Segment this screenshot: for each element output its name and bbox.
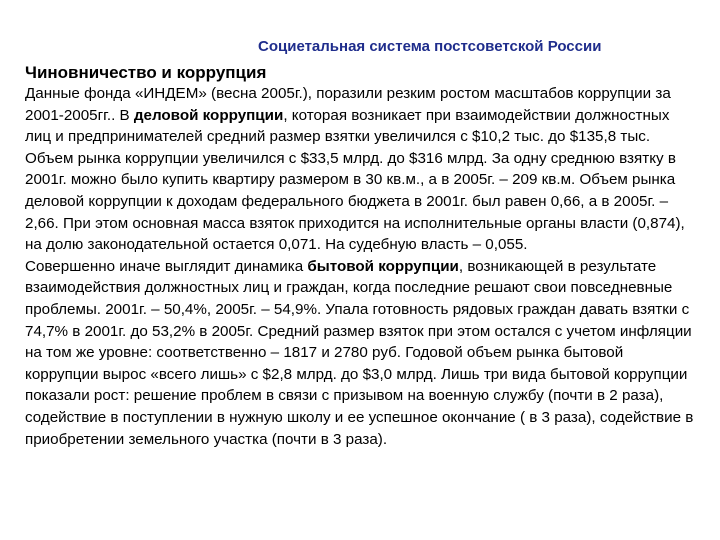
slide-header-title: Социетальная система постсоветской России xyxy=(258,38,602,55)
paragraph2-text-before: Совершенно иначе выглядит динамика xyxy=(25,257,308,275)
paragraph1-text-after: , которая возникает при взаимодействии должностных лиц и предпринимателей средний размер взятки увеличился с $10,2 тыс. до $135,8 тыс. Объем рынка коррупции увеличился с $33,5 млрд. до $316 млрд. За одну среднюю взятку в 2001г. можно было купить квартиру размером в 30 кв.м., а в 2005г. – 209 кв.м. Объем рынка деловой коррупции к доходам федерального бюджета в 2001г. был равен 0,66, а в 2005г. – 2,66. При этом основная масса взяток приходится на исполнительные органы власти (0,874), на долю законодательной остается 0,071. На судебную власть – 0,055. xyxy=(25,106,685,254)
paragraph2-emphasis: бытовой коррупции xyxy=(307,257,459,275)
body-text xyxy=(25,83,697,450)
paragraph1-text-before: Данные фонда «ИНДЕМ» (весна 2005г.), поразили резким ростом масштабов коррупции за 2001-2005гг.. В xyxy=(25,85,671,124)
paragraph-household-corruption xyxy=(25,256,697,450)
paragraph2-text-after: , возникающей в результате взаимодействия должностных лиц и граждан, когда последние решают свои повседневные проблемы. 2001г. – 50,4%, 2005г. – 54,9%. Упала готовность рядовых граждан давать взятки с 74,7% в 2001г. до 53,2% в 2005г. Средний размер взяток при этом остался с учетом инфляции на том же уровне: соответственно – 1817 и 2780 руб. Годовой объем рынка бытовой коррупции вырос «всего лишь» с $2,8 млрд. до $3,0 млрд. Лишь три вида бытовой коррупции показали рост: решение проблем в связи с призывом на военную службу (почти в 2 раза), содействие в поступлении в нужную школу и ее успешное окончание ( в 3 раза), содействие в приобретении земельного участка (почти в 3 раза). xyxy=(25,257,694,448)
paragraph1-emphasis: деловой коррупции xyxy=(133,106,284,124)
section-title: Чиновничество и коррупция xyxy=(25,63,267,82)
paragraph-business-corruption xyxy=(25,83,697,256)
